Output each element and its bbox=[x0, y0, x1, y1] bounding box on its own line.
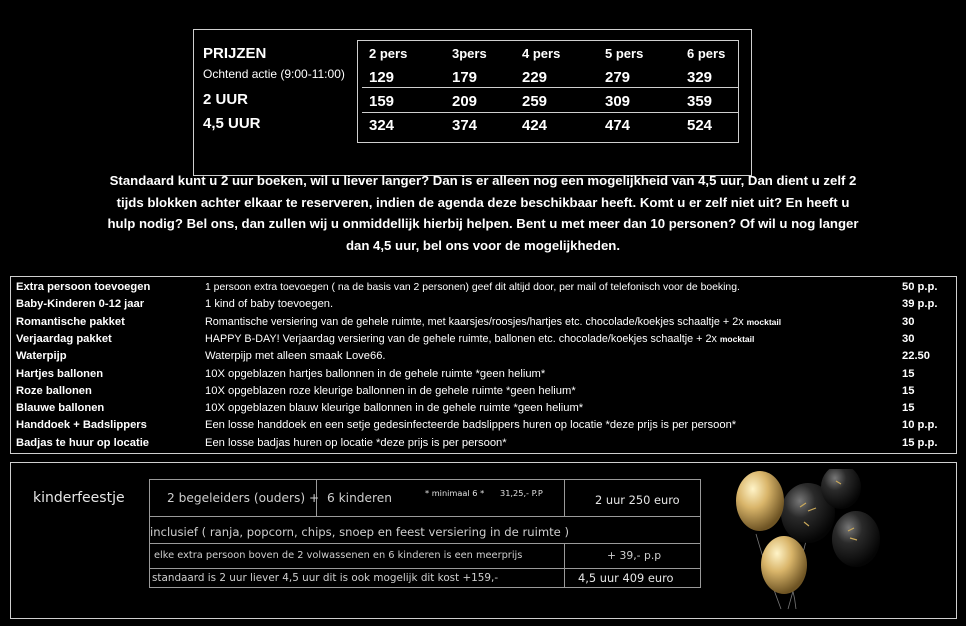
header-2-pers: 2 pers bbox=[369, 46, 408, 61]
price-morning-4: 229 bbox=[522, 69, 548, 86]
kids-grid-line bbox=[149, 516, 701, 517]
kids-minimum: * minimaal 6 * bbox=[425, 488, 485, 498]
extras-row bbox=[11, 279, 956, 296]
intro-paragraph bbox=[100, 170, 866, 256]
extras-price: 30 bbox=[902, 332, 915, 345]
extras-price: 15 bbox=[902, 367, 915, 380]
extras-price: 15 bbox=[902, 384, 915, 397]
price-45h-3: 374 bbox=[452, 117, 478, 134]
extras-table bbox=[10, 276, 957, 454]
kids-extra-person: elke extra persoon boven de 2 volwassenen en 6 kinderen is een meerprijs bbox=[154, 550, 523, 561]
price-2h-6: 359 bbox=[687, 93, 713, 110]
extras-desc: Een losse handdoek en een setje gedesinfecteerde badslippers huren op locatie *deze prijs is per persoon* bbox=[205, 419, 737, 432]
prices-title: PRIJZEN bbox=[203, 45, 267, 62]
extras-row bbox=[11, 435, 956, 452]
row-divider bbox=[362, 112, 738, 113]
kids-standard: standaard is 2 uur liever 4,5 uur dit is ook mogelijk dit kost +159,- bbox=[152, 572, 499, 584]
header-5-pers: 5 pers bbox=[605, 46, 644, 61]
kids-children: 6 kinderen bbox=[327, 491, 392, 505]
price-2h-4: 259 bbox=[522, 93, 548, 110]
extras-name: Hartjes ballonen bbox=[16, 367, 104, 380]
price-45h-5: 474 bbox=[605, 117, 631, 134]
extras-row bbox=[11, 366, 956, 383]
extras-price: 39 p.p. bbox=[902, 298, 938, 311]
extras-name: Verjaardag pakket bbox=[16, 332, 112, 345]
extras-name: Baby-Kinderen 0-12 jaar bbox=[16, 298, 145, 311]
extras-price: 10 p.p. bbox=[902, 419, 938, 432]
kids-grid-line bbox=[149, 543, 701, 544]
intro-line-1: Standaard kunt u 2 uur boeken, wil u liever langer? Dan is er alleen nog een mogelijkheid van 4,5 uur, Dan dient u zelf 2 bbox=[109, 173, 857, 188]
header-3-pers: 3pers bbox=[452, 46, 487, 61]
extras-desc: HAPPY B-DAY! Verjaardag versiering van de gehele ruimte, ballonen etc. chocolade/koekjes schaaltje + 2x mocktail bbox=[205, 332, 755, 345]
four-half-hour-label: 4,5 UUR bbox=[203, 115, 261, 132]
extras-row bbox=[11, 383, 956, 400]
extras-name: Romantische pakket bbox=[16, 315, 125, 328]
kids-grid-line bbox=[564, 543, 565, 588]
gold-balloon bbox=[761, 536, 807, 594]
price-45h-2: 324 bbox=[369, 117, 395, 134]
price-morning-6: 329 bbox=[687, 69, 713, 86]
price-2h-5: 309 bbox=[605, 93, 631, 110]
extras-row bbox=[11, 400, 956, 417]
extras-price: 22.50 bbox=[902, 350, 930, 363]
price-2h-2: 159 bbox=[369, 93, 395, 110]
price-table-box bbox=[193, 29, 752, 176]
extras-row bbox=[11, 314, 956, 331]
price-2h-3: 209 bbox=[452, 93, 478, 110]
kids-party-box bbox=[10, 462, 957, 619]
extras-desc: 1 kind of baby toevoegen. bbox=[205, 298, 334, 311]
extras-desc: 10X opgeblazen roze kleurige ballonnen in de gehele ruimte *geen helium* bbox=[205, 384, 576, 397]
kids-extra-price: + 39,- p.p bbox=[607, 549, 662, 562]
intro-line-4: dan 4,5 uur, bel ons voor de mogelijkheden. bbox=[345, 237, 621, 253]
price-45h-4: 424 bbox=[522, 117, 548, 134]
row-divider bbox=[362, 87, 738, 88]
extras-name: Roze ballonen bbox=[16, 384, 92, 397]
price-45h-6: 524 bbox=[687, 117, 713, 134]
kids-title: kinderfeestje bbox=[33, 490, 125, 506]
extras-desc: Een losse badjas huren op locatie *deze prijs is per persoon* bbox=[205, 436, 507, 449]
extras-desc: 10X opgeblazen hartjes ballonnen in de gehele ruimte *geen helium* bbox=[205, 367, 546, 380]
kids-pp-price: 31,25,- P.P bbox=[500, 488, 543, 498]
two-hour-label: 2 UUR bbox=[203, 91, 249, 108]
extras-desc: Waterpijp met alleen smaak Love66. bbox=[205, 350, 386, 363]
extras-desc: 10X opgeblazen blauw kleurige ballonnen in de gehele ruimte *geen helium* bbox=[205, 402, 584, 415]
kids-grid-line bbox=[149, 568, 701, 569]
extras-row bbox=[11, 417, 956, 434]
extras-price: 15 p.p. bbox=[902, 436, 938, 449]
price-morning-2: 129 bbox=[369, 69, 395, 86]
intro-line-3: hulp nodig? Bel ons, dan zullen wij u onmiddellijk hierbij helpen. Bent u met meer dan 10 personen? Of wil u nog langer bbox=[107, 216, 859, 231]
extras-name: Waterpijp bbox=[16, 350, 67, 363]
morning-label: Ochtend actie (9:00-11:00) bbox=[203, 67, 345, 81]
intro-line-2: tijds blokken achter elkaar te reserveren, indien de agenda deze beschikbaar heeft. Komt u er zelf niet uit? En heeft u bbox=[116, 194, 850, 210]
extras-row bbox=[11, 296, 956, 313]
black-balloon bbox=[832, 511, 880, 567]
extras-name: Extra persoon toevoegen bbox=[16, 281, 151, 293]
extras-name: Badjas te huur op locatie bbox=[16, 436, 150, 449]
extras-desc: 1 persoon extra toevoegen ( na de basis van 2 personen) geef dit altijd door, per mail of telefonisch voor de boeking. bbox=[205, 282, 740, 293]
extras-price: 15 bbox=[902, 402, 915, 415]
extras-price: 50 p.p. bbox=[902, 281, 938, 293]
header-6-pers: 6 pers bbox=[687, 46, 726, 61]
kids-grid-line bbox=[564, 479, 565, 516]
kids-two-hours: 2 uur 250 euro bbox=[595, 493, 680, 507]
extras-desc: Romantische versiering van de gehele ruimte, met kaarsjes/roosjes/hartjes etc. chocolade/koekjes schaaltje + 2x mocktail bbox=[205, 315, 782, 328]
extras-row bbox=[11, 348, 956, 365]
kids-four-half: 4,5 uur 409 euro bbox=[578, 571, 674, 585]
kids-included: inclusief ( ranja, popcorn, chips, snoep en feest versiering in de ruimte ) bbox=[150, 525, 569, 539]
price-morning-3: 179 bbox=[452, 69, 478, 86]
balloons-decoration bbox=[726, 469, 886, 614]
kids-guardians: 2 begeleiders (ouders) + bbox=[167, 491, 320, 505]
header-4-pers: 4 pers bbox=[522, 46, 561, 61]
extras-price: 30 bbox=[902, 315, 915, 328]
extras-name: Blauwe ballonen bbox=[16, 402, 105, 415]
extras-row bbox=[11, 331, 956, 348]
gold-balloon bbox=[736, 471, 784, 531]
extras-name: Handdoek + Badslippers bbox=[16, 419, 147, 432]
price-morning-5: 279 bbox=[605, 69, 631, 86]
price-grid bbox=[357, 40, 739, 143]
